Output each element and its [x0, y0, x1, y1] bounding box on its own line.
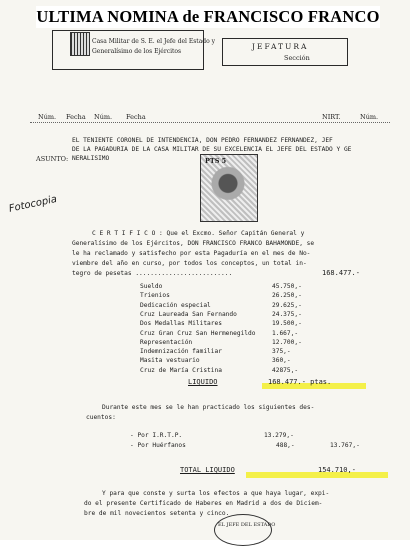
intro-line-1: EL TENIENTE CORONEL DE INTENDENCIA, DON PEDRO FERNANDEZ FERNANDEZ, JEF	[72, 137, 333, 144]
closing-line-3: bre de mil novecientos setenta y cinco.	[84, 510, 230, 517]
asunto-label: ASUNTO:	[36, 155, 69, 163]
concept-row-3-label: Dedicación especial	[140, 301, 211, 309]
descuento-subtotal: 13.767,-	[330, 442, 360, 449]
letterhead-right-sub: Sección	[284, 54, 310, 62]
concept-row-6-amount: 1.667,-	[272, 329, 299, 337]
certifico-total: 168.477.-	[322, 269, 360, 277]
seal-text: EL JEFE DEL ESTADO	[218, 522, 276, 528]
concept-row-8-amount: 375,-	[272, 348, 291, 356]
concept-row-5-amount: 19.500,-	[272, 320, 302, 328]
concept-row-4-amount: 24.375,-	[272, 310, 302, 318]
ref-right-2: Núm.	[360, 113, 379, 121]
closing-line-2: do el presente Certificado de Haberes en Madrid a dos de Diciem-	[84, 500, 323, 507]
ref-fecha-1: Fecha	[66, 113, 86, 121]
ref-fecha-2: Fecha	[126, 113, 146, 121]
coat-of-arms-icon	[70, 32, 90, 56]
concept-row-6-label: Cruz Gran Cruz San Hermenegildo	[140, 329, 256, 337]
concept-row-7-amount: 12.700,-	[272, 338, 302, 346]
certifico-line-4: viembre del año en curso, por todos los conceptos, un total in-	[72, 260, 307, 267]
stamp-emblem-icon	[209, 165, 247, 211]
highlight-total-liquido	[246, 472, 388, 478]
revenue-stamp	[200, 154, 258, 222]
concept-row-1-label: Sueldo	[140, 283, 163, 290]
total-liquido-label: TOTAL LIQUIDO	[180, 466, 235, 474]
certifico-line-2: Generalísimo de los Ejércitos, DON FRANCISCO FRANCO BAHAMONDE, se	[72, 240, 315, 247]
concept-row-4-label: Cruz Laureada San Fernando	[140, 310, 237, 318]
ref-right-1: NIRT.	[322, 113, 341, 121]
letterhead-left-line2: Generalísimo de los Ejércitos	[92, 48, 182, 55]
concept-row-8-label: Indemnización familiar	[140, 348, 222, 356]
letterhead-left-line1: Casa Militar de S. E. el Jefe del Estado y	[92, 38, 216, 45]
concept-row-2-amount: 26.250,-	[272, 292, 302, 300]
concept-row-1-amount: 45.750,-	[272, 283, 302, 290]
concept-row-5-label: Dos Medallas Militares	[140, 320, 222, 328]
concept-row-9-label: Masita vestuario	[140, 357, 200, 365]
certifico-line-1: C E R T I F I C O : Que el Excmo. Señor Capitán General y	[92, 230, 305, 237]
closing-line-1: Y para que conste y surta los efectos a que haya lugar, expi-	[102, 490, 330, 497]
concept-row-10-label: Cruz de María Cristina	[140, 366, 222, 374]
descuento-row-2-amount: 488,-	[276, 442, 295, 449]
ref-divider	[30, 122, 390, 123]
letterhead-right-title: JEFATURA	[252, 42, 309, 51]
official-seal	[214, 514, 272, 546]
liquido-amount: 168.477.- ptas.	[268, 378, 332, 386]
certifico-line-5: tegro de pesetas ..........................	[72, 270, 233, 277]
intro-line-3: NERALISIMO	[72, 155, 110, 162]
ref-num-1: Núm.	[38, 113, 57, 121]
certifico-line-3: le ha reclamado y satisfecho por esta Pagaduría en el mes de No-	[72, 250, 311, 257]
handwritten-note: Fotocopia	[8, 193, 59, 215]
document-banner-title: ULTIMA NOMINA de FRANCISCO FRANCO	[36, 7, 380, 26]
intro-line-2: DE LA PAGADURIA DE LA CASA MILITAR DE SU EXCELENCIA EL JEFE DEL ESTADO Y GE	[72, 146, 352, 153]
concept-row-2-label: Trienios	[140, 292, 170, 300]
descuentos-intro-1: Durante este mes se le han practicado los siguientes des-	[102, 404, 315, 411]
concept-row-7-label: Representación	[140, 338, 193, 346]
stamp-label: PTS 5	[205, 157, 227, 165]
descuento-row-2-label: - Por Huérfanos	[130, 442, 186, 449]
concept-row-10-amount: 42875,-	[272, 366, 299, 374]
descuentos-intro-2: cuentos:	[86, 414, 116, 421]
concept-row-3-amount: 29.625,-	[272, 301, 302, 309]
ref-num-2: Núm.	[94, 113, 113, 121]
total-liquido-amount: 154.710,-	[318, 466, 356, 474]
concept-row-9-amount: 360,-	[272, 357, 291, 365]
descuento-row-1-label: - Por I.R.T.P.	[130, 432, 183, 439]
descuento-row-1-amount: 13.279,-	[264, 432, 294, 439]
liquido-label: LIQUIDO	[188, 378, 218, 386]
